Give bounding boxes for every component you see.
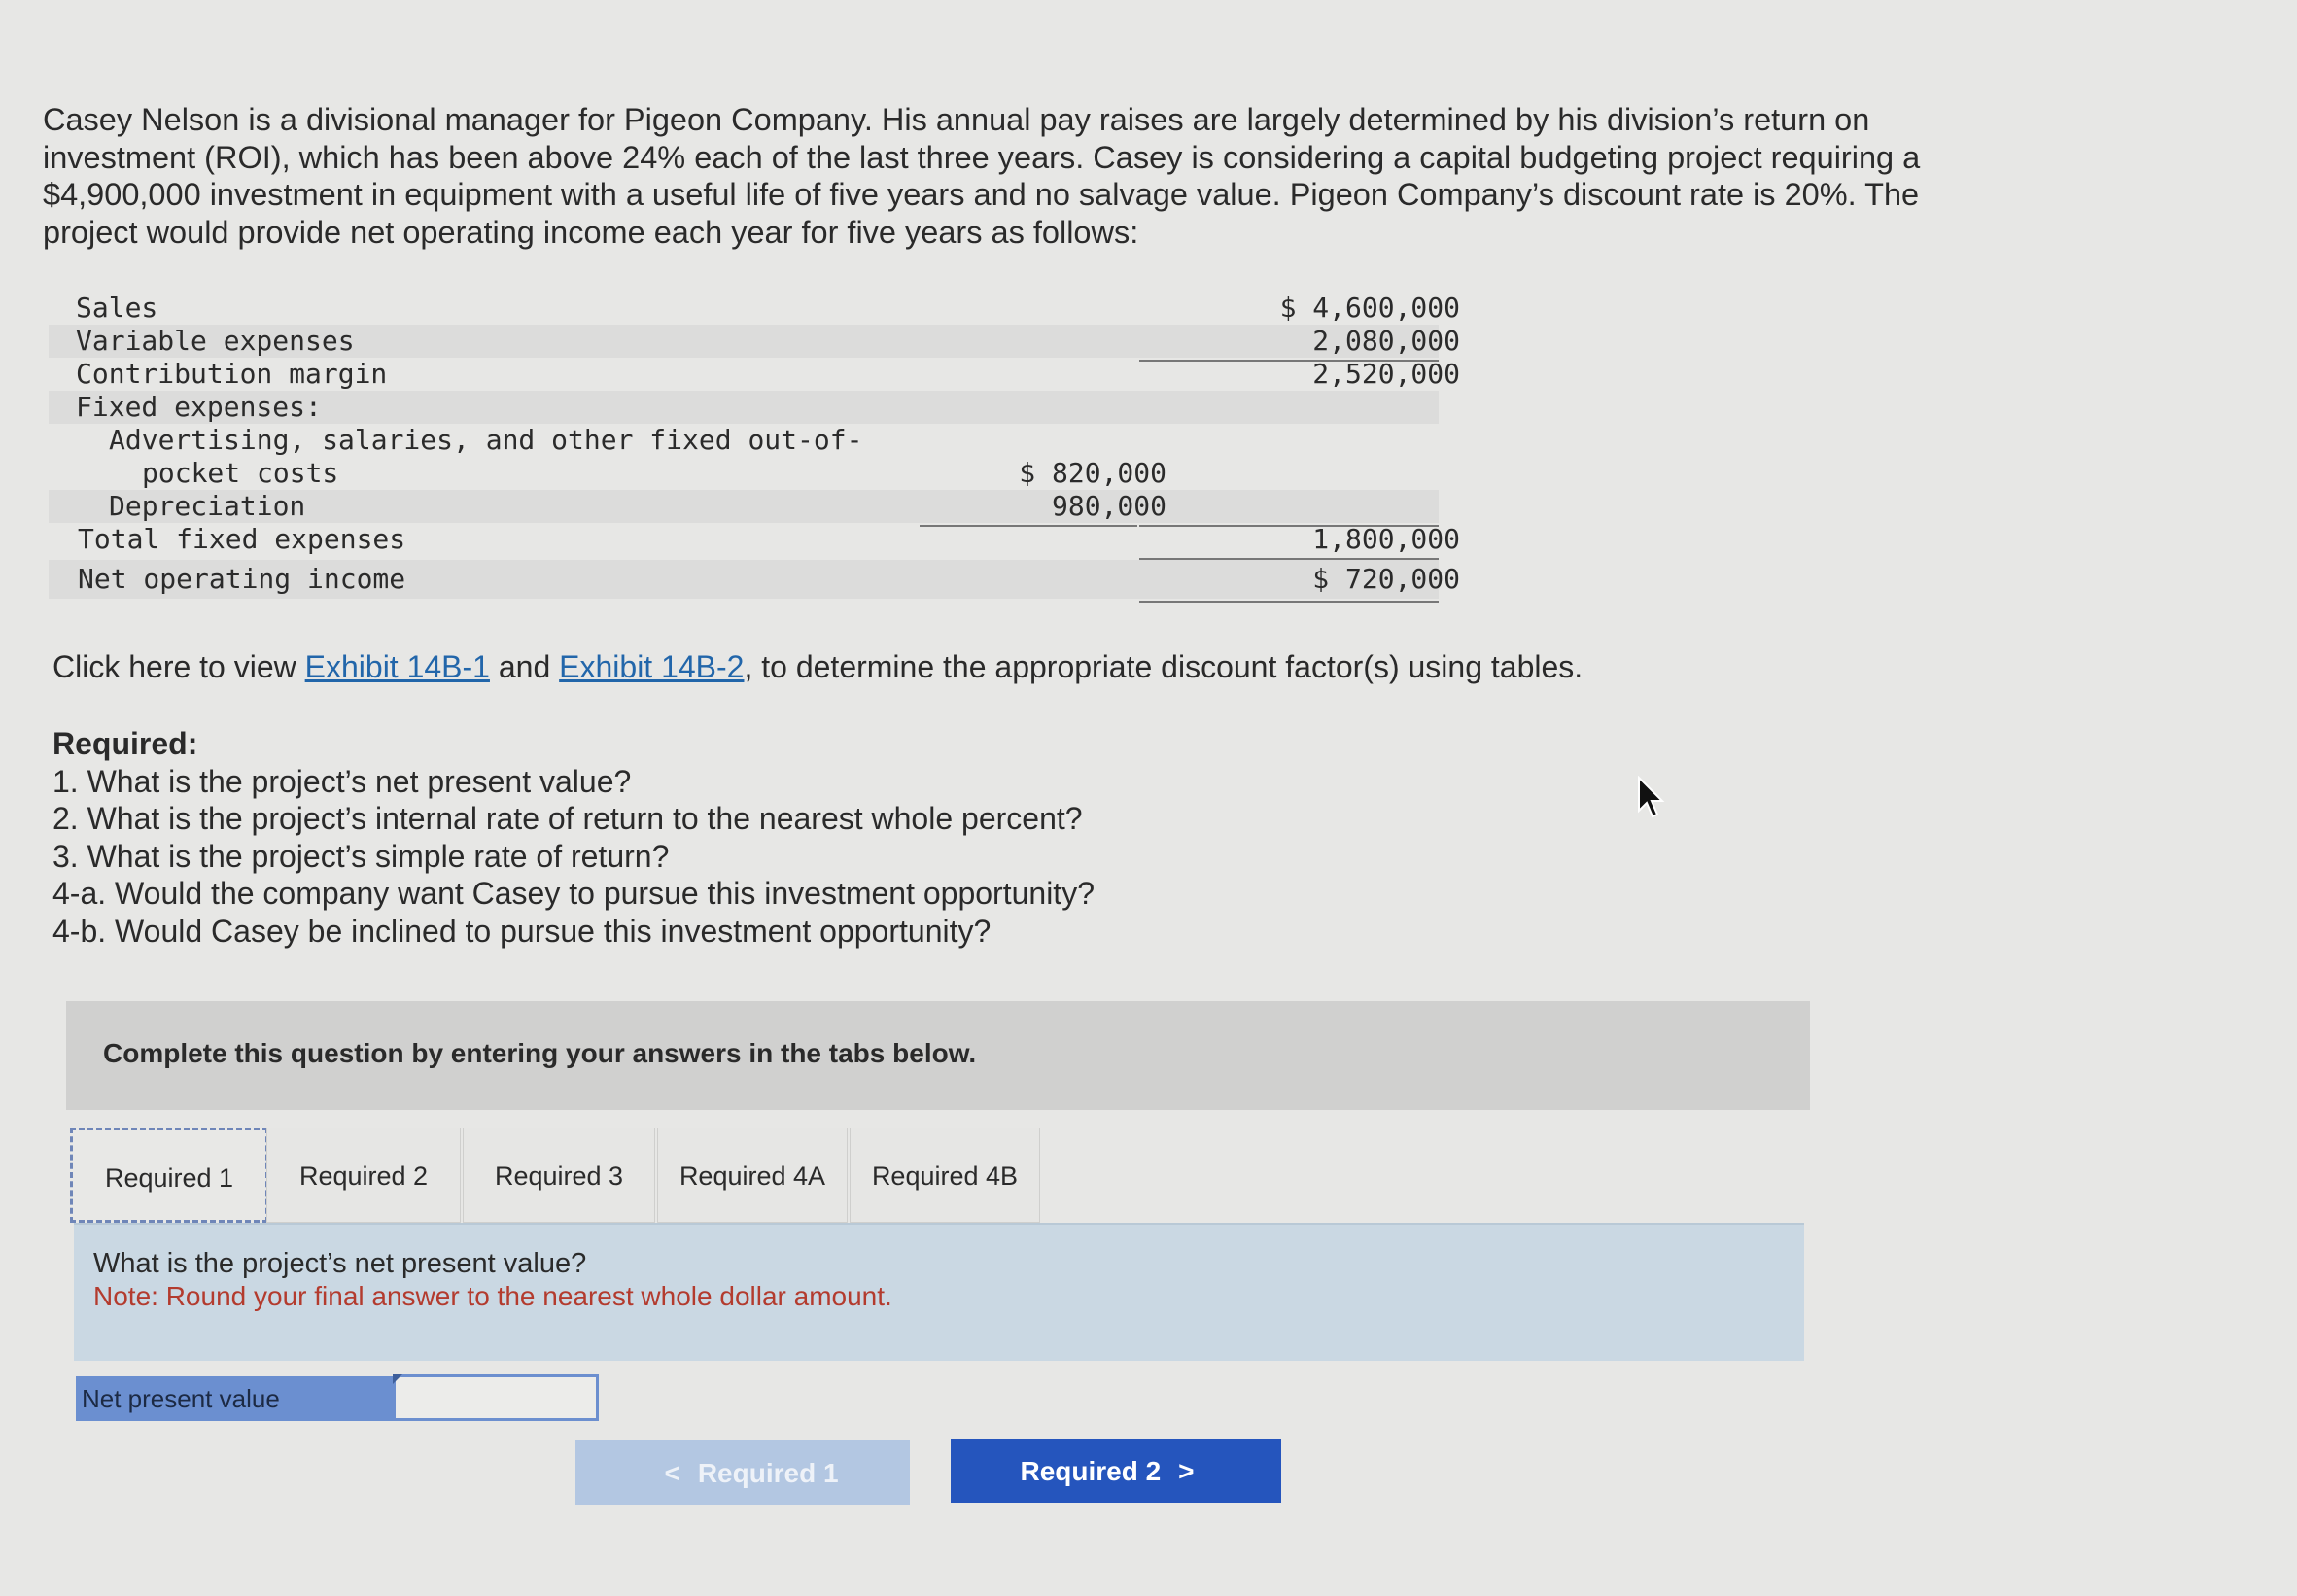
input-marker-icon	[393, 1374, 402, 1384]
intro-line: $4,900,000 investment in equipment with a useful life of five years and no salvage value. Pigeon Company’s discount rate is 20%. The	[43, 177, 1920, 212]
intro-line: Casey Nelson is a divisional manager for Pigeon Company. His annual pay raises are largely determined by his division’s return on	[43, 102, 1870, 137]
tab-required-4b[interactable]: Required 4B	[850, 1128, 1040, 1223]
sales-label: Sales	[76, 292, 158, 324]
total-fixed-label: Total fixed expenses	[78, 523, 406, 555]
net-operating-income-label: Net operating income	[78, 563, 406, 595]
advertising-label-cont: pocket costs	[142, 457, 339, 489]
instructions-text: Complete this question by entering your answers in the tabs below.	[103, 1038, 977, 1068]
tab-required-2[interactable]: Required 2	[266, 1128, 461, 1223]
row-contribution-margin	[49, 358, 1460, 391]
instructions-banner	[66, 1001, 1810, 1110]
contribution-margin-value: 2,520,000	[1312, 358, 1460, 390]
underline	[1139, 601, 1439, 603]
intro-line: project would provide net operating income each year for five years as follows:	[43, 214, 1139, 250]
previous-button-label: Required 1	[697, 1458, 839, 1488]
exhibit-14b-1-link[interactable]: Exhibit 14B-1	[304, 649, 490, 684]
tab-required-3[interactable]: Required 3	[463, 1128, 655, 1223]
sales-value: $ 4,600,000	[1279, 292, 1460, 324]
required-item: 4-a. Would the company want Casey to pursue this investment opportunity?	[52, 876, 1095, 911]
depreciation-value: 980,000	[1051, 490, 1166, 522]
question-panel	[74, 1223, 1804, 1361]
variable-expenses-value: 2,080,000	[1312, 325, 1460, 357]
row-advertising-cont	[49, 457, 1439, 490]
npv-label: Net present value	[76, 1376, 393, 1421]
panel-note: Note: Round your final answer to the nearest whole dollar amount.	[93, 1281, 892, 1311]
intro-line: investment (ROI), which has been above 24% each of the last three years. Casey is considering a capital budgeting project requiring a	[43, 139, 1921, 175]
advertising-label: Advertising, salaries, and other fixed out-of-	[109, 424, 863, 456]
tab-required-4a[interactable]: Required 4A	[657, 1128, 848, 1223]
exhibit-14b-2-link[interactable]: Exhibit 14B-2	[559, 649, 745, 684]
tab-required-1[interactable]: Required 1	[70, 1128, 268, 1223]
row-fixed-expenses	[49, 391, 1439, 424]
required-item: 2. What is the project’s internal rate of return to the nearest whole percent?	[52, 801, 1083, 836]
previous-button[interactable]	[575, 1440, 910, 1505]
required-list	[52, 725, 1095, 950]
mouse-cursor-icon	[1637, 776, 1666, 822]
required-heading: Required:	[52, 726, 198, 761]
income-statement	[49, 292, 1460, 612]
required-item: 1. What is the project’s net present value?	[52, 763, 632, 799]
row-total-fixed	[49, 523, 1460, 556]
row-advertising	[49, 424, 1439, 457]
row-net-operating-income	[49, 560, 1460, 599]
exhibit-prefix: Click here to view	[52, 649, 305, 684]
next-button[interactable]	[951, 1439, 1281, 1503]
row-variable-expenses	[49, 325, 1460, 358]
net-operating-income-value: $ 720,000	[1312, 563, 1460, 595]
panel-question: What is the project’s net present value?	[93, 1248, 587, 1279]
required-item: 4-b. Would Casey be inclined to pursue this investment opportunity?	[52, 913, 992, 949]
fixed-expenses-label: Fixed expenses:	[76, 391, 322, 423]
contribution-margin-label: Contribution margin	[76, 358, 388, 390]
chevron-right-icon: >	[1178, 1456, 1195, 1486]
row-sales	[49, 292, 1460, 325]
problem-intro	[43, 101, 1987, 251]
npv-input[interactable]	[393, 1374, 599, 1421]
exhibit-suffix: , to determine the appropriate discount factor(s) using tables.	[744, 649, 1584, 684]
required-item: 3. What is the project’s simple rate of return?	[52, 838, 670, 874]
exhibit-line	[52, 649, 1583, 685]
row-depreciation	[49, 490, 1439, 523]
depreciation-label: Depreciation	[109, 490, 306, 522]
variable-expenses-label: Variable expenses	[76, 325, 355, 357]
chevron-left-icon: <	[664, 1458, 680, 1488]
advertising-value: $ 820,000	[1019, 457, 1166, 489]
total-fixed-value: 1,800,000	[1312, 523, 1460, 555]
next-button-label: Required 2	[1020, 1456, 1162, 1486]
exhibit-mid: and	[489, 649, 560, 684]
